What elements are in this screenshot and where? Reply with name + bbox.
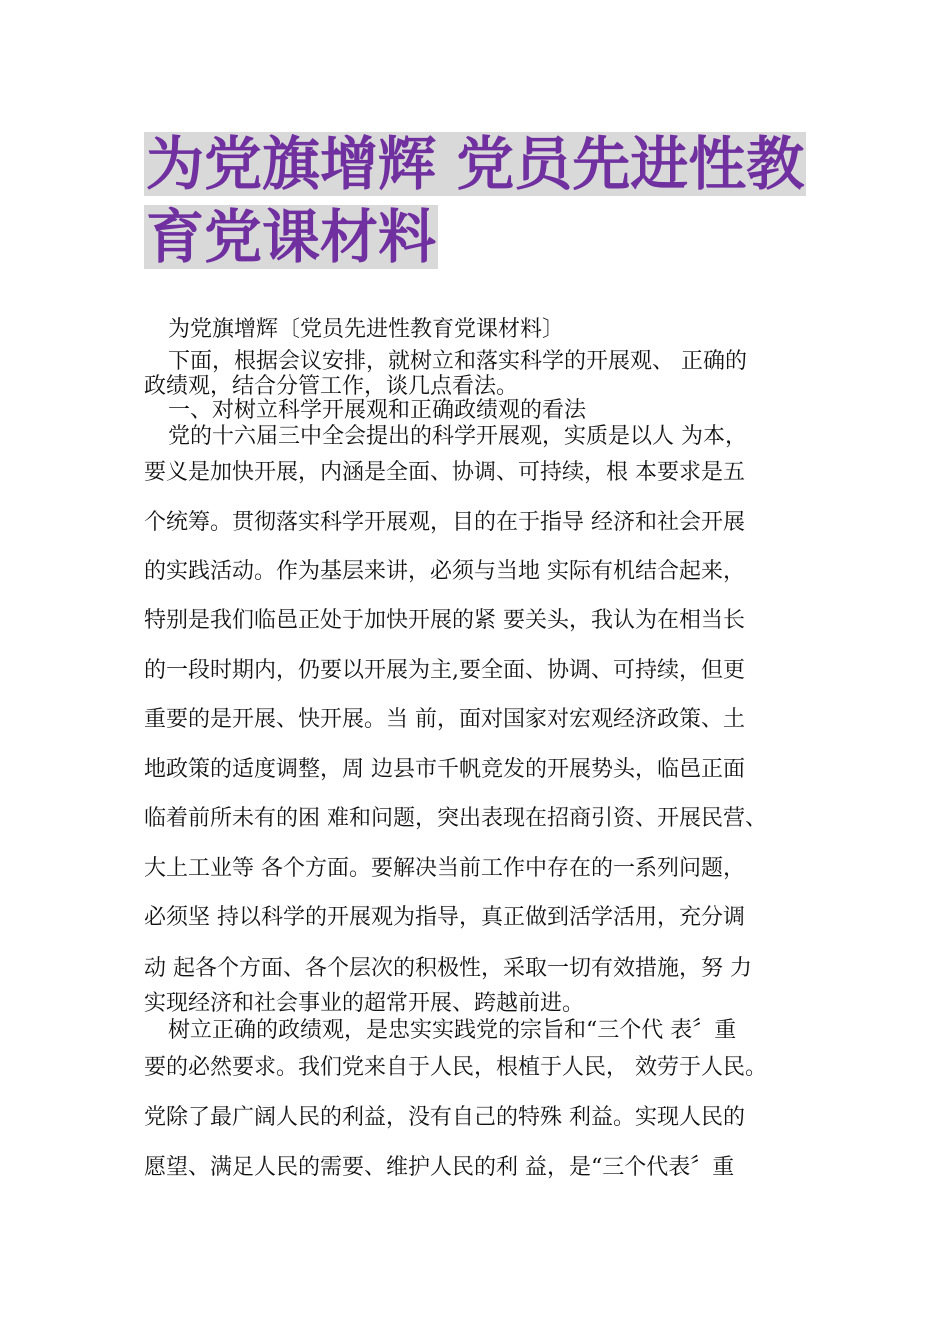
paragraph-line: 党的十六届三中全会提出的科学开展观，实质是以人 为本， [168,424,747,449]
document-title-line-2: 育党课材料 [146,203,437,271]
paragraph-line: 地政策的适度调整，周 边县市千帆竞发的开展势头，临邑正面 [144,757,745,782]
paragraph-line: 特别是我们临邑正处于加快开展的紧 要关头，我认为在相当长 [144,608,745,633]
paragraph-line: 动 起各个方面、各个层次的积极性，采取一切有效措施，努 力 [144,956,752,981]
subtitle-line: 为党旗增辉〔党员先进性教育党课材料〕 [168,317,565,342]
paragraph-line: 树立正确的政绩观，是忠实实践党的宗旨和“三个代 表〞重 [168,1018,737,1043]
section-heading: 一、对树立科学开展观和正确政绩观的看法 [168,398,587,423]
paragraph-line: 党除了最广阔人民的利益，没有自己的特殊 利益。实现人民的 [144,1105,745,1130]
paragraph-line: 要义是加快开展，内涵是全面、协调、可持续，根 本要求是五 [144,460,745,485]
paragraph-line: 愿望、满足人民的需要、维护人民的利 益，是“三个代表〞重 [144,1155,735,1180]
paragraph-line: 个统筹。贯彻落实科学开展观，目的在于指导 经济和社会开展 [144,510,745,535]
paragraph-line: 必须坚 持以科学的开展观为指导，真正做到活学活用，充分调 [144,905,745,930]
paragraph-line: 政绩观，结合分管工作，谈几点看法。 [144,374,519,399]
paragraph-line: 大上工业等 各个方面。要解决当前工作中存在的一系列问题， [144,856,745,881]
paragraph-line: 的实践活动。作为基层来讲，必须与当地 实际有机结合起来， [144,559,745,584]
paragraph-line: 下面，根据会议安排，就树立和落实科学的开展观、 正确的 [168,349,747,374]
document-title-line-1: 为党旗增辉 党员先进性教 [146,130,805,198]
paragraph-line: 要的必然要求。我们党来自于人民，根植于人民， 效劳于人民。 [144,1055,767,1080]
paragraph-line: 的一段时期内，仍要以开展为主,要全面、协调、可持续，但更 [144,658,745,683]
paragraph-line: 临着前所未有的困 难和问题，突出表现在招商引资、开展民营、 [144,806,767,831]
paragraph-line: 实现经济和社会事业的超常开展、跨越前进。 [144,991,585,1016]
paragraph-line: 重要的是开展、快开展。当 前，面对国家对宏观经济政策、土 [144,707,745,732]
